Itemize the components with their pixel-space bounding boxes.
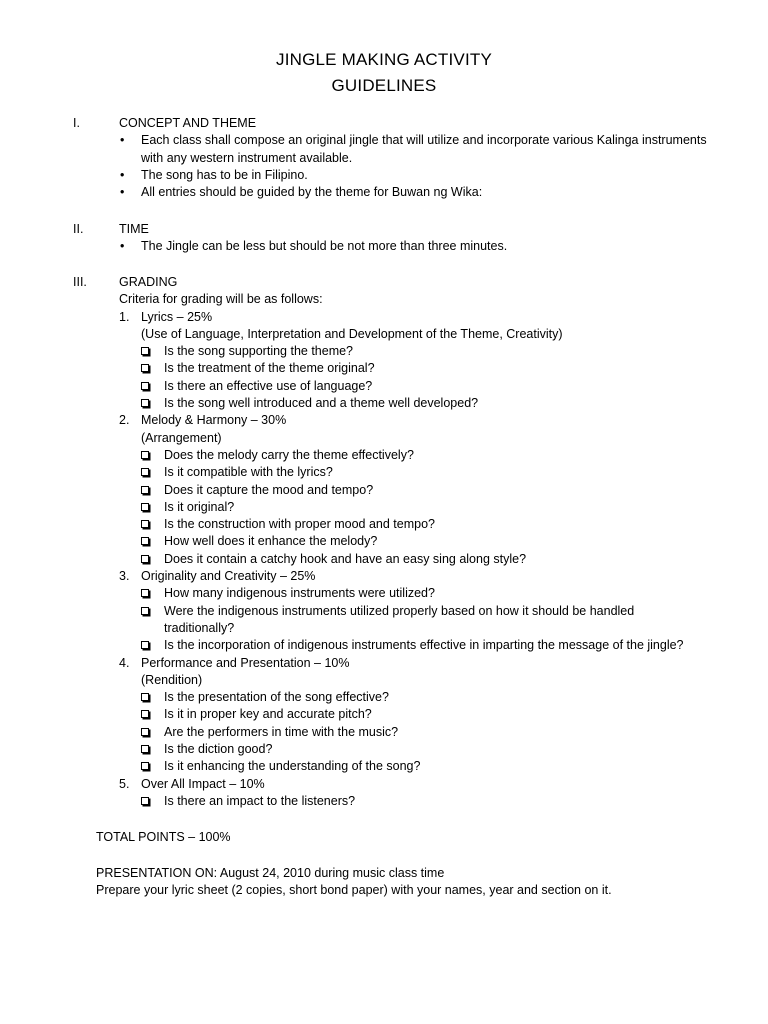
- criterion-number: 2.: [119, 413, 130, 428]
- checklist-item: How well does it enhance the melody?: [70, 533, 730, 550]
- checklist-item: Is there an effective use of language?: [70, 378, 730, 395]
- bullet-item: • The Jingle can be less but should be not more than three minutes.: [70, 238, 730, 255]
- checkbox-icon: [141, 710, 149, 718]
- checklist-item: Is the presentation of the song effective?: [70, 689, 730, 706]
- grading-intro: Criteria for grading will be as follows:: [119, 292, 323, 307]
- criterion-performance-presentation: [70, 655, 730, 672]
- bullet-item: • The song has to be in Filipino.: [70, 167, 730, 184]
- checklist-item: Is the diction good?: [70, 741, 730, 758]
- checklist-item: How many indigenous instruments were utilized?: [70, 585, 730, 602]
- section-concept-and-theme: [70, 115, 730, 201]
- checklist-item: Is there an impact to the listeners?: [70, 793, 730, 810]
- bullet-icon: •: [120, 167, 125, 182]
- bullet-icon: •: [120, 239, 125, 254]
- checklist-item-continuation: traditionally?: [164, 620, 235, 635]
- checklist-item: Does it contain a catchy hook and have an easy sing along style?: [70, 551, 730, 568]
- criterion-lyrics: [70, 309, 730, 326]
- criterion-label: Melody & Harmony – 30%: [141, 413, 287, 428]
- criterion-melody-harmony: [70, 412, 730, 429]
- checklist-item: Is it in proper key and accurate pitch?: [70, 706, 730, 723]
- checklist-item: Is it enhancing the understanding of the song?: [70, 758, 730, 775]
- section-numeral: I.: [73, 116, 80, 130]
- presentation-date: PRESENTATION ON: August 24, 2010 during music class time: [96, 866, 445, 880]
- section-heading: TIME: [119, 222, 149, 236]
- checklist-item: Are the performers in time with the music?: [70, 724, 730, 741]
- checkbox-icon: [141, 797, 149, 805]
- checkbox-icon: [141, 555, 149, 563]
- section-numeral: III.: [73, 275, 87, 289]
- section-numeral: II.: [73, 222, 84, 236]
- bullet-item: • All entries should be guided by the theme for Buwan ng Wika:: [70, 184, 730, 201]
- checklist-item: Is the treatment of the theme original?: [70, 360, 730, 377]
- checkbox-icon: [141, 468, 149, 476]
- bullet-icon: •: [120, 133, 125, 148]
- checkbox-icon: [141, 607, 149, 615]
- total-points: TOTAL POINTS – 100%: [96, 830, 231, 844]
- checkbox-icon: [141, 728, 149, 736]
- criterion-label: Over All Impact – 10%: [141, 776, 265, 791]
- checklist-item: Does it capture the mood and tempo?: [70, 482, 730, 499]
- criterion-number: 5.: [119, 776, 130, 791]
- document-subtitle: GUIDELINES: [331, 76, 437, 95]
- section-heading: GRADING: [119, 275, 178, 289]
- criterion-number: 4.: [119, 655, 130, 670]
- checklist-item: Is it compatible with the lyrics?: [70, 464, 730, 481]
- checkbox-icon: [141, 347, 149, 355]
- document-title: JINGLE MAKING ACTIVITY: [276, 50, 492, 69]
- criterion-originality-creativity: [70, 568, 730, 585]
- bullet-icon: •: [120, 185, 125, 200]
- checkbox-icon: [141, 762, 149, 770]
- criterion-label: Originality and Creativity – 25%: [141, 569, 316, 584]
- criterion-number: 3.: [119, 569, 130, 584]
- criterion-note: (Rendition): [141, 672, 203, 687]
- checkbox-icon: [141, 399, 149, 407]
- criterion-note: (Use of Language, Interpretation and Development of the Theme, Creativity): [141, 326, 563, 341]
- checkbox-icon: [141, 589, 149, 597]
- criterion-label: Lyrics – 25%: [141, 309, 213, 324]
- checkbox-icon: [141, 745, 149, 753]
- checklist-item: Were the indigenous instruments utilized properly based on how it should be handled: [70, 603, 730, 620]
- section-heading: CONCEPT AND THEME: [119, 116, 257, 130]
- checkbox-icon: [141, 693, 149, 701]
- checklist-item: Is the incorporation of indigenous instruments effective in imparting the message of the jingle?: [70, 637, 730, 654]
- checkbox-icon: [141, 486, 149, 494]
- criterion-note: (Arrangement): [141, 430, 222, 445]
- criterion-label: Performance and Presentation – 10%: [141, 655, 350, 670]
- checkbox-icon: [141, 451, 149, 459]
- checklist-item: Is the song supporting the theme?: [70, 343, 730, 360]
- criterion-number: 1.: [119, 309, 130, 324]
- checkbox-icon: [141, 537, 149, 545]
- bullet-item: • Each class shall compose an original jingle that will utilize and incorporate various Kalinga instruments with any western instrument available.: [120, 133, 707, 165]
- prepare-instructions: Prepare your lyric sheet (2 copies, short bond paper) with your names, year and section on it.: [96, 883, 612, 897]
- checkbox-icon: [141, 641, 149, 649]
- section-grading: [70, 274, 730, 810]
- section-time: [70, 221, 730, 256]
- checkbox-icon: [141, 382, 149, 390]
- checklist-item: Is it original?: [70, 499, 730, 516]
- checkbox-icon: [141, 364, 149, 372]
- checkbox-icon: [141, 520, 149, 528]
- checklist-item: Is the song well introduced and a theme well developed?: [70, 395, 730, 412]
- criterion-overall-impact: [70, 776, 730, 793]
- checklist-item: Is the construction with proper mood and tempo?: [70, 516, 730, 533]
- checkbox-icon: [141, 503, 149, 511]
- checklist-item: Does the melody carry the theme effectively?: [70, 447, 730, 464]
